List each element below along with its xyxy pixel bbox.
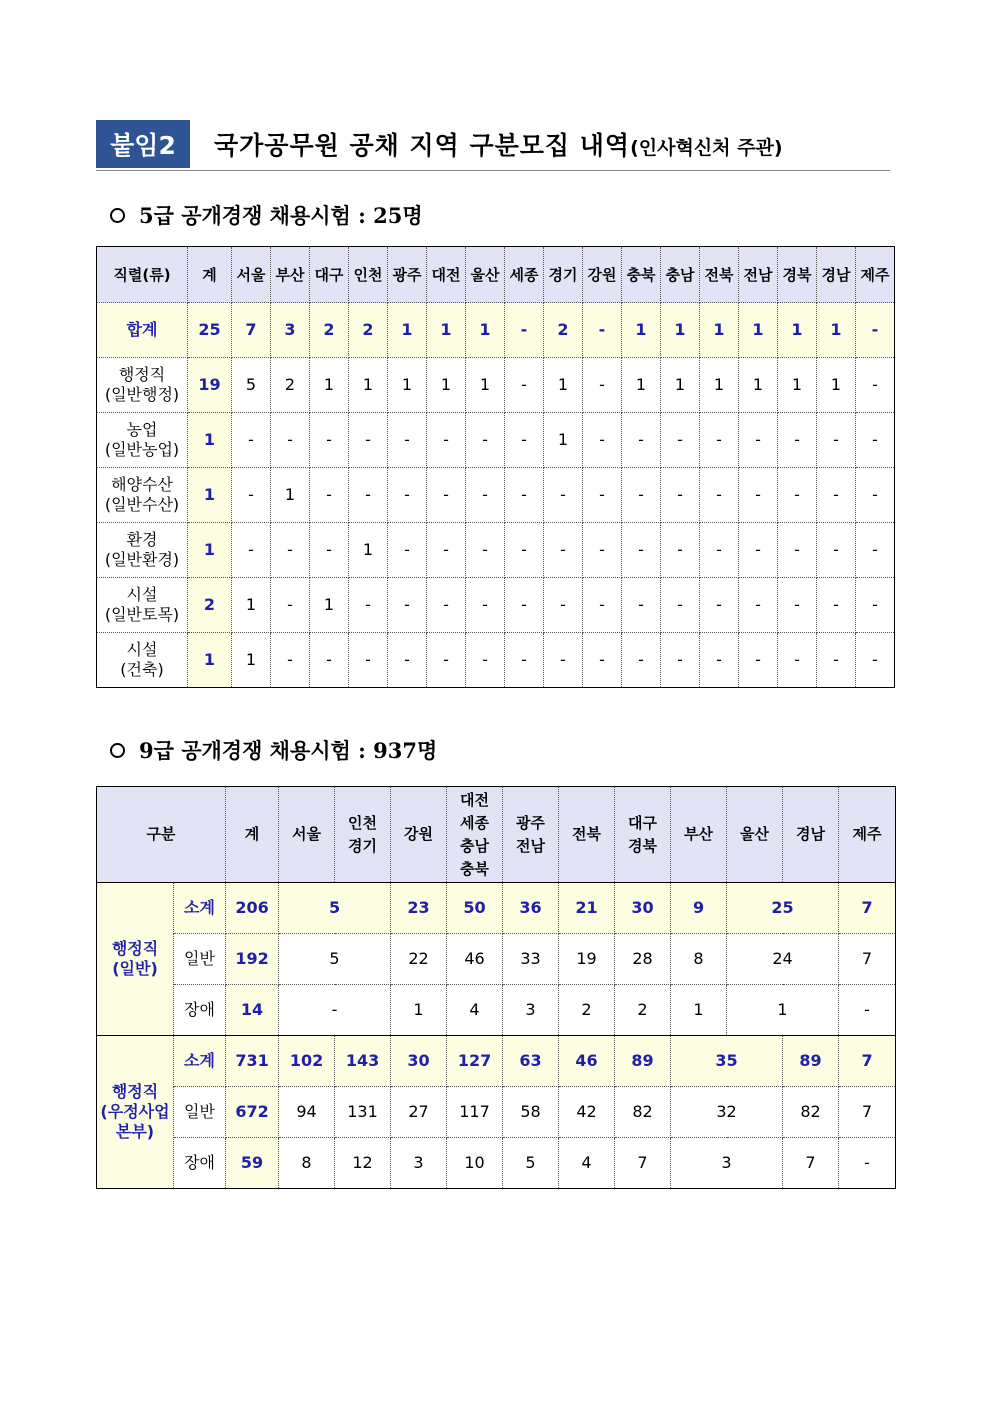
table-cell: - bbox=[856, 523, 895, 578]
section-grade9-label: 9급 공개경쟁 채용시험 : 937명 bbox=[139, 738, 438, 763]
attachment-badge: 붙임2 bbox=[96, 120, 190, 168]
table-cell: 1 bbox=[727, 985, 839, 1036]
column-header: 경남 bbox=[817, 247, 856, 303]
row-kind: 소계 bbox=[174, 1036, 226, 1087]
table-cell: - bbox=[739, 468, 778, 523]
table-cell: 82 bbox=[615, 1087, 671, 1138]
table-cell: - bbox=[700, 633, 739, 688]
total-cell: 2 bbox=[310, 303, 349, 358]
section-grade5-label: 5급 공개경쟁 채용시험 : 25명 bbox=[139, 203, 423, 228]
table-cell: - bbox=[466, 523, 505, 578]
table-cell: - bbox=[271, 578, 310, 633]
table-cell: 1 bbox=[817, 358, 856, 413]
table-cell: 30 bbox=[615, 883, 671, 934]
table-cell: 36 bbox=[503, 883, 559, 934]
table-cell: 46 bbox=[559, 1036, 615, 1087]
table-cell: - bbox=[388, 633, 427, 688]
row-label: 환경 (일반환경) bbox=[97, 523, 188, 578]
table-cell: 5 bbox=[232, 358, 271, 413]
table-cell: 50 bbox=[447, 883, 503, 934]
column-header: 대전 bbox=[427, 247, 466, 303]
total-cell: 1 bbox=[622, 303, 661, 358]
subtotal-row bbox=[97, 883, 896, 934]
table-cell: - bbox=[466, 633, 505, 688]
column-header: 울산 bbox=[727, 787, 783, 883]
table-cell: 7 bbox=[839, 1036, 896, 1087]
table-cell: - bbox=[505, 578, 544, 633]
column-header: 강원 bbox=[583, 247, 622, 303]
table-cell: - bbox=[427, 578, 466, 633]
row-sum-cell: 1 bbox=[188, 413, 232, 468]
column-header: 경기 bbox=[544, 247, 583, 303]
grade5-total-row bbox=[97, 303, 895, 358]
table-cell: - bbox=[839, 1138, 896, 1189]
table-cell: - bbox=[310, 633, 349, 688]
section-grade9 bbox=[110, 735, 437, 765]
table-cell: - bbox=[388, 413, 427, 468]
table-cell: 46 bbox=[447, 934, 503, 985]
table-cell: - bbox=[310, 413, 349, 468]
table-cell: - bbox=[661, 578, 700, 633]
page-title bbox=[214, 126, 783, 162]
table-cell: 3 bbox=[391, 1138, 447, 1189]
total-cell: - bbox=[505, 303, 544, 358]
table-cell: - bbox=[817, 468, 856, 523]
table-cell: 1 bbox=[544, 413, 583, 468]
table-cell: 58 bbox=[503, 1087, 559, 1138]
table-row bbox=[97, 578, 895, 633]
table-cell: 7 bbox=[839, 1087, 896, 1138]
circle-bullet-icon bbox=[110, 208, 125, 223]
row-sum-cell: 2 bbox=[188, 578, 232, 633]
table-cell: - bbox=[778, 523, 817, 578]
table-cell: 1 bbox=[310, 578, 349, 633]
table-cell: 2 bbox=[271, 358, 310, 413]
row-kind: 일반 bbox=[174, 1087, 226, 1138]
table-cell: 9 bbox=[671, 883, 727, 934]
column-header: 세종 bbox=[505, 247, 544, 303]
table-cell: - bbox=[310, 523, 349, 578]
table-cell: - bbox=[700, 413, 739, 468]
table-cell: 3 bbox=[503, 985, 559, 1036]
row-label: 시설 (건축) bbox=[97, 633, 188, 688]
total-cell: 1 bbox=[388, 303, 427, 358]
table-cell: - bbox=[279, 985, 391, 1036]
column-header: 서울 bbox=[279, 787, 335, 883]
table-cell: 127 bbox=[447, 1036, 503, 1087]
column-header: 제주 bbox=[839, 787, 896, 883]
table-cell: - bbox=[583, 413, 622, 468]
table-row bbox=[97, 358, 895, 413]
table-cell: - bbox=[505, 358, 544, 413]
table-cell: 25 bbox=[727, 883, 839, 934]
table-cell: - bbox=[661, 468, 700, 523]
table-cell: - bbox=[583, 523, 622, 578]
column-header: 인천 경기 bbox=[335, 787, 391, 883]
table-cell: - bbox=[271, 413, 310, 468]
table-row bbox=[97, 934, 896, 985]
table-cell: 42 bbox=[559, 1087, 615, 1138]
table-cell: 117 bbox=[447, 1087, 503, 1138]
table-cell: 28 bbox=[615, 934, 671, 985]
table-cell: - bbox=[622, 633, 661, 688]
table-cell: - bbox=[505, 633, 544, 688]
section-grade5 bbox=[110, 200, 423, 230]
table-row bbox=[97, 468, 895, 523]
column-header: 제주 bbox=[856, 247, 895, 303]
total-cell: 2 bbox=[544, 303, 583, 358]
total-cell: 1 bbox=[817, 303, 856, 358]
table-cell: - bbox=[232, 413, 271, 468]
table-cell: - bbox=[427, 468, 466, 523]
column-header: 계 bbox=[188, 247, 232, 303]
table-cell: - bbox=[739, 523, 778, 578]
table-cell: - bbox=[349, 468, 388, 523]
table-cell: 4 bbox=[559, 1138, 615, 1189]
column-header: 울산 bbox=[466, 247, 505, 303]
table-cell: 23 bbox=[391, 883, 447, 934]
column-header: 광주 bbox=[388, 247, 427, 303]
table-cell: 1 bbox=[700, 358, 739, 413]
column-header-category: 구분 bbox=[97, 787, 226, 883]
column-header: 경북 bbox=[778, 247, 817, 303]
table-cell: - bbox=[544, 578, 583, 633]
table-cell: - bbox=[544, 633, 583, 688]
row-sum-cell: 14 bbox=[226, 985, 279, 1036]
row-label: 시설 (일반토목) bbox=[97, 578, 188, 633]
table-cell: - bbox=[271, 633, 310, 688]
table-row bbox=[97, 633, 895, 688]
column-header: 강원 bbox=[391, 787, 447, 883]
table-cell: 7 bbox=[783, 1138, 839, 1189]
column-header: 전남 bbox=[739, 247, 778, 303]
column-header: 서울 bbox=[232, 247, 271, 303]
table-cell: - bbox=[700, 523, 739, 578]
table-cell: 2 bbox=[615, 985, 671, 1036]
row-label: 농업 (일반농업) bbox=[97, 413, 188, 468]
group-label: 행정직 (우정사업 본부) bbox=[97, 1036, 174, 1189]
table-row bbox=[97, 1138, 896, 1189]
total-cell: 2 bbox=[349, 303, 388, 358]
subtotal-row bbox=[97, 1036, 896, 1087]
column-header: 인천 bbox=[349, 247, 388, 303]
table-cell: 1 bbox=[778, 358, 817, 413]
total-cell: 1 bbox=[700, 303, 739, 358]
table-cell: - bbox=[839, 985, 896, 1036]
total-cell: - bbox=[856, 303, 895, 358]
column-header: 충북 bbox=[622, 247, 661, 303]
table-cell: 1 bbox=[739, 358, 778, 413]
table-cell: - bbox=[622, 413, 661, 468]
total-cell: 3 bbox=[271, 303, 310, 358]
table-cell: - bbox=[622, 468, 661, 523]
table-cell: 32 bbox=[671, 1087, 783, 1138]
table-cell: 63 bbox=[503, 1036, 559, 1087]
table-cell: - bbox=[349, 413, 388, 468]
column-header: 대전 세종 충남 충북 bbox=[447, 787, 503, 883]
table-cell: 12 bbox=[335, 1138, 391, 1189]
table-cell: 89 bbox=[615, 1036, 671, 1087]
title-text: 국가공무원 공채 지역 구분모집 내역 bbox=[214, 131, 631, 160]
table-cell: 27 bbox=[391, 1087, 447, 1138]
column-header: 경남 bbox=[783, 787, 839, 883]
table-cell: - bbox=[544, 523, 583, 578]
table-cell: - bbox=[427, 413, 466, 468]
table-cell: - bbox=[739, 633, 778, 688]
grade9-header-row bbox=[97, 787, 896, 883]
total-cell: 1 bbox=[739, 303, 778, 358]
table-row bbox=[97, 413, 895, 468]
table-cell: 8 bbox=[671, 934, 727, 985]
total-cell: 1 bbox=[661, 303, 700, 358]
table-cell: - bbox=[817, 633, 856, 688]
table-cell: - bbox=[310, 468, 349, 523]
table-cell: - bbox=[427, 523, 466, 578]
table-cell: - bbox=[778, 578, 817, 633]
table-cell: 1 bbox=[388, 358, 427, 413]
table-row bbox=[97, 523, 895, 578]
table-cell: 5 bbox=[279, 883, 391, 934]
table-cell: 102 bbox=[279, 1036, 335, 1087]
row-sum-cell: 731 bbox=[226, 1036, 279, 1087]
table-cell: - bbox=[466, 468, 505, 523]
group-label: 행정직 (일반) bbox=[97, 883, 174, 1036]
column-header: 충남 bbox=[661, 247, 700, 303]
table-cell: 2 bbox=[559, 985, 615, 1036]
row-sum-cell: 59 bbox=[226, 1138, 279, 1189]
table-cell: - bbox=[349, 633, 388, 688]
table-cell: - bbox=[583, 633, 622, 688]
column-header-category: 직렬(류) bbox=[97, 247, 188, 303]
table-cell: - bbox=[856, 358, 895, 413]
table-cell: 143 bbox=[335, 1036, 391, 1087]
title-subtitle: (인사혁신처 주관) bbox=[630, 137, 783, 159]
table-cell: - bbox=[622, 578, 661, 633]
column-header: 부산 bbox=[671, 787, 727, 883]
total-cell: - bbox=[583, 303, 622, 358]
total-cell: 1 bbox=[466, 303, 505, 358]
table-cell: 1 bbox=[671, 985, 727, 1036]
circle-bullet-icon bbox=[110, 743, 125, 758]
page-header bbox=[96, 120, 890, 171]
row-sum-cell: 1 bbox=[188, 523, 232, 578]
table-cell: - bbox=[466, 578, 505, 633]
row-kind: 장애 bbox=[174, 985, 226, 1036]
table-cell: - bbox=[661, 633, 700, 688]
table-cell: 7 bbox=[615, 1138, 671, 1189]
table-cell: 1 bbox=[466, 358, 505, 413]
total-cell: 1 bbox=[427, 303, 466, 358]
row-sum-cell: 1 bbox=[188, 468, 232, 523]
row-sum-cell: 672 bbox=[226, 1087, 279, 1138]
table-cell: - bbox=[505, 523, 544, 578]
table-cell: 30 bbox=[391, 1036, 447, 1087]
table-cell: - bbox=[856, 578, 895, 633]
row-sum-cell: 19 bbox=[188, 358, 232, 413]
table-cell: 5 bbox=[503, 1138, 559, 1189]
table-cell: 7 bbox=[839, 934, 896, 985]
grade5-table bbox=[96, 246, 895, 688]
table-cell: 1 bbox=[391, 985, 447, 1036]
table-row bbox=[97, 1087, 896, 1138]
column-header: 광주 전남 bbox=[503, 787, 559, 883]
table-cell: - bbox=[661, 523, 700, 578]
table-cell: - bbox=[817, 523, 856, 578]
total-cell: 25 bbox=[188, 303, 232, 358]
row-sum-cell: 1 bbox=[188, 633, 232, 688]
total-cell: 1 bbox=[778, 303, 817, 358]
table-cell: 1 bbox=[427, 358, 466, 413]
table-cell: - bbox=[856, 413, 895, 468]
table-cell: 1 bbox=[310, 358, 349, 413]
table-cell: - bbox=[544, 468, 583, 523]
table-cell: - bbox=[778, 413, 817, 468]
table-cell: 1 bbox=[232, 578, 271, 633]
table-cell: - bbox=[700, 578, 739, 633]
column-header: 대구 bbox=[310, 247, 349, 303]
grade5-header-row bbox=[97, 247, 895, 303]
table-cell: - bbox=[271, 523, 310, 578]
table-cell: - bbox=[388, 468, 427, 523]
row-kind: 일반 bbox=[174, 934, 226, 985]
table-cell: 21 bbox=[559, 883, 615, 934]
table-cell: 3 bbox=[671, 1138, 783, 1189]
table-cell: 1 bbox=[271, 468, 310, 523]
table-cell: - bbox=[778, 633, 817, 688]
row-sum-cell: 192 bbox=[226, 934, 279, 985]
grade9-table bbox=[96, 786, 896, 1189]
table-cell: 1 bbox=[544, 358, 583, 413]
column-header: 전북 bbox=[700, 247, 739, 303]
table-cell: 1 bbox=[232, 633, 271, 688]
table-cell: - bbox=[739, 578, 778, 633]
table-cell: - bbox=[778, 468, 817, 523]
table-cell: 1 bbox=[349, 358, 388, 413]
table-cell: 94 bbox=[279, 1087, 335, 1138]
total-label: 합계 bbox=[97, 303, 188, 358]
table-cell: 1 bbox=[622, 358, 661, 413]
table-cell: - bbox=[739, 413, 778, 468]
table-cell: - bbox=[505, 468, 544, 523]
table-cell: - bbox=[661, 413, 700, 468]
table-cell: 131 bbox=[335, 1087, 391, 1138]
row-sum-cell: 206 bbox=[226, 883, 279, 934]
table-cell: - bbox=[856, 633, 895, 688]
table-row bbox=[97, 985, 896, 1036]
table-cell: - bbox=[388, 578, 427, 633]
table-cell: 8 bbox=[279, 1138, 335, 1189]
row-label: 행정직 (일반행정) bbox=[97, 358, 188, 413]
column-header: 전북 bbox=[559, 787, 615, 883]
column-header: 계 bbox=[226, 787, 279, 883]
table-cell: 33 bbox=[503, 934, 559, 985]
table-cell: - bbox=[856, 468, 895, 523]
table-cell: - bbox=[583, 468, 622, 523]
table-cell: - bbox=[427, 633, 466, 688]
column-header: 대구 경북 bbox=[615, 787, 671, 883]
table-cell: - bbox=[466, 413, 505, 468]
table-cell: - bbox=[349, 578, 388, 633]
table-cell: 89 bbox=[783, 1036, 839, 1087]
table-cell: - bbox=[388, 523, 427, 578]
table-cell: 7 bbox=[839, 883, 896, 934]
row-label: 해양수산 (일반수산) bbox=[97, 468, 188, 523]
table-cell: 22 bbox=[391, 934, 447, 985]
table-cell: - bbox=[583, 358, 622, 413]
table-cell: 4 bbox=[447, 985, 503, 1036]
total-cell: 7 bbox=[232, 303, 271, 358]
table-cell: - bbox=[232, 468, 271, 523]
table-cell: 24 bbox=[727, 934, 839, 985]
table-cell: - bbox=[817, 413, 856, 468]
table-cell: - bbox=[232, 523, 271, 578]
row-kind: 장애 bbox=[174, 1138, 226, 1189]
row-kind: 소계 bbox=[174, 883, 226, 934]
table-cell: 1 bbox=[661, 358, 700, 413]
table-cell: 35 bbox=[671, 1036, 783, 1087]
table-cell: - bbox=[583, 578, 622, 633]
table-cell: - bbox=[622, 523, 661, 578]
column-header: 부산 bbox=[271, 247, 310, 303]
table-cell: - bbox=[505, 413, 544, 468]
table-cell: 1 bbox=[349, 523, 388, 578]
table-cell: - bbox=[817, 578, 856, 633]
table-cell: - bbox=[700, 468, 739, 523]
table-cell: 82 bbox=[783, 1087, 839, 1138]
table-cell: 5 bbox=[279, 934, 391, 985]
table-cell: 19 bbox=[559, 934, 615, 985]
table-cell: 10 bbox=[447, 1138, 503, 1189]
